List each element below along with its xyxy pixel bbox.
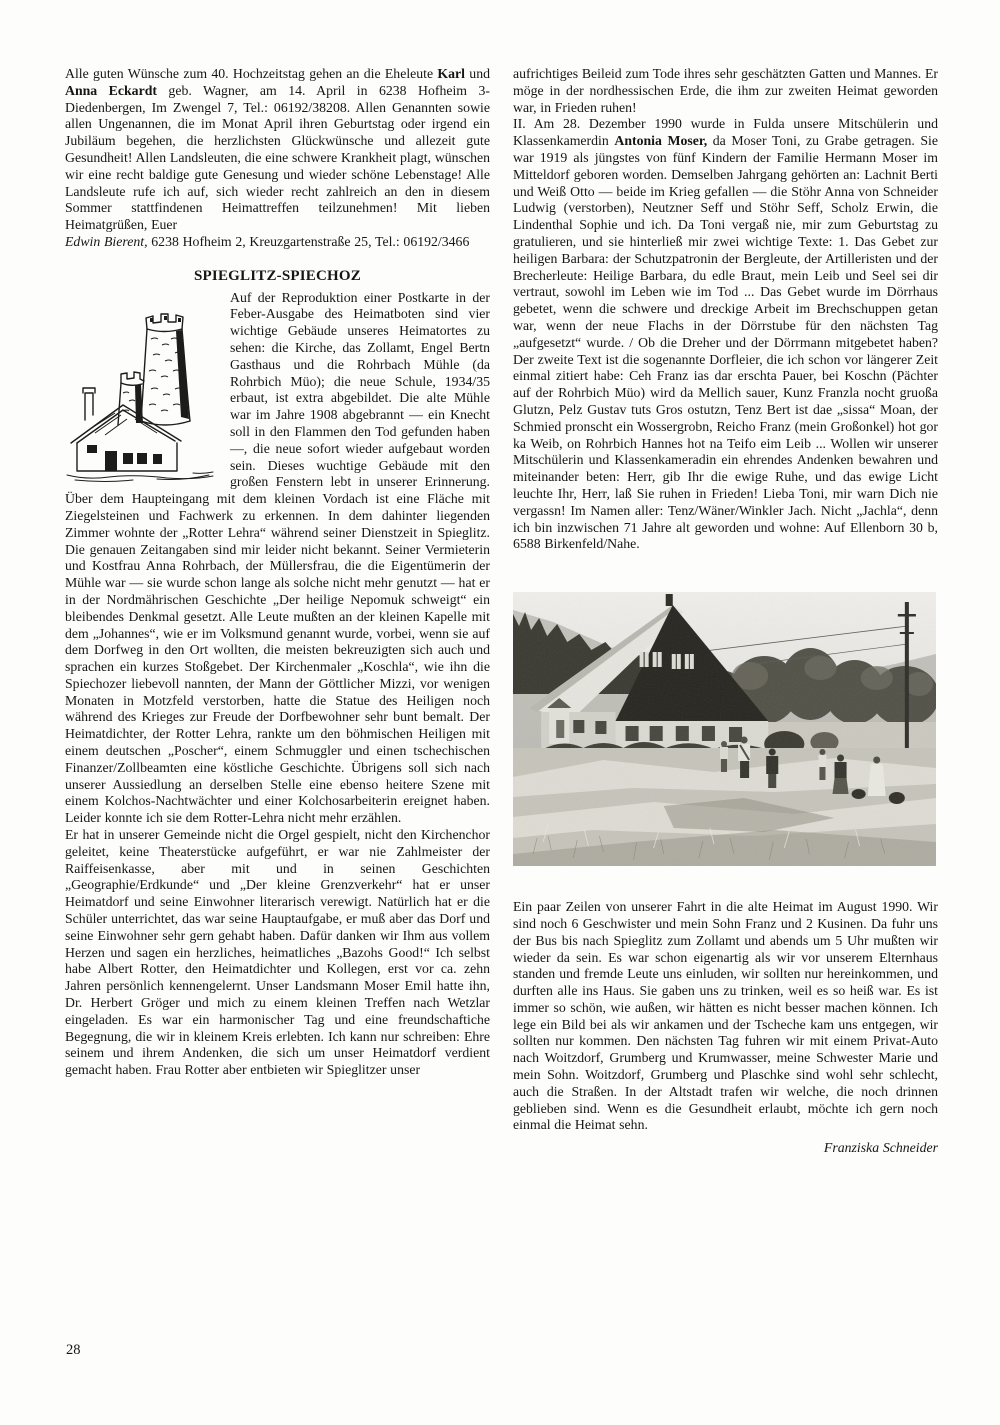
author-signature: Franziska Schneider — [823, 1140, 938, 1156]
article-text: Auf der Reproduktion einer Postkarte in der Feber-Ausgabe des Heimatboten sind vier wichtige Gebäude unseres Heimatortes zu sehen: die Kirche, das Zollamt, Engel Bertn Gasthaus und die Rohrbach Mühle (da Rohrbich Müo); die neue Schule, 1934/35 erbaut, ist extra abgebildet. Die alte Mühle war im Jahre 1908 abgebrannt — ein Knecht soll in den Flammen den Tod gefunden haben —, die neue sofort wieder aufgebaut worden sein. Dieses wuchtige Gebäude mit den großen Fenstern lebt in unserer Erinnerung. Über dem Haupteingang mit dem kleinen Vordach ist eine Fläche mit Ziegelsteinen und Fachwerk zu erkennen. In dem dahinter liegenden Zimmer wohnte der „Rotter Lehra“ während seiner Dienstzeit in Spieglitz. Die genauen Zeitangaben sind mir leider nicht bekannt. Seiner Vermieterin und Kostfrau Anna Rohrbach, der Müllersfrau, die die Eigentümerin der Mühle war — sie wurde schon lange als solche nicht mehr genutzt — hat er in der Nordmährischen Geschichte „Der heilige Nepomuk schweigt“ ein bleibendes Denkmal gesetzt. Alle Leute mußten an der kleinen Kapelle mit dem „Johannes“, wie er im Volksmund genannt wurde, vorbei, wenn sie auf dem Dorfweg in den Ort wollten, die meisten bekreuzigten sich auch und sprachen ein kurzes Stoßgebet. Der Kirchenmaler „Koschla“, wie ihn die Spiechozer liebevoll nannten, der Mann der Göttlicher Mizzi, vor wenigen Monaten in Motzfeld verstorben, hatte die Statue des Heiligen noch während des Krieges zur Freude der Dorfbewohner sehr bunt bemalt. Der Heimatdichter, der Rotter Lehra, rankte um den böhmischen Heiligen mit einem deutschen „Poscher“, einem Schmuggler und einen tschechischen Finanzer/Zollbeamten eine köstliche Geschichte. Übrigens soll sich nach unserer Aussiedlung an derselben Stelle eine ebenso heitere Szene mit einem Kolchos-Nachtwächter und einer Kolchosarbeiterin ereignet haben. Leider konnte ich sie dem Rotter-Lehra nicht mehr erzählen. — [65, 289, 490, 826]
castle-tower-illustration-icon — [65, 293, 217, 483]
two-column-layout — [65, 66, 938, 1157]
rotter-memorial-paragraph: Er hat in unserer Gemeinde nicht die Orgel gespielt, nicht den Kirchenchor geleitet, keine Theaterstücke aufgeführt, er war nie Zahlmeister der Raiffeisenkasse, aber mit und in seinen Geschichten „Geographie/Erdkunde“ und „Der kleine Grenzverkehr“ hat er unser Heimatdorf und seine Einwohner literarisch verewigt. Natürlich hat er die Schüler unterrichtet, das war seine Hauptaufgabe, er muß aber das Dorf und seine Einwohner sehr gern gehabt haben. Dafür danken wir Ihm aus vollem Herzen und sagen ein herzliches, heimatliches „Bazohs Good!“ Ich selbst habe Albert Rotter, den Heimatdichter und Kollegen, erst vor ca. zehn Jahren persönlich kennengelernt. Unser Landsmann Moser Emil hatte ihn, Dr. Herbert Gröger und mich zu einem kleinen Treffen nach Wetzlar eingeladen. Es war ein harmonischer Tag und eine freundschaftiche Begegnung, die wir in kleinem Kreis erlebten. Ich kann nur schreiben: Ehre seinem und ihrem Andenken, die sich um unser Heimatdorf verdient gemacht haben. Frau Rotter aber entbieten wir Spieglitzer unser — [65, 827, 490, 1078]
right-column — [513, 66, 938, 1157]
village-house-photo — [513, 592, 936, 866]
anniversary-greetings-paragraph: Alle guten Wünsche zum 40. Hochzeitstag gehen an die Eheleute Karl und Anna Eckardt geb. Wagner, am 14. April in 6238 Hofheim 3-Diedenbergen, Im Zwengel 7, Tel.: 06192/38208. Allen Genannten sowie allen Ungenannen, die im Monat April ihren Geburtstag oder irgend ein Jubiläum begehen, die herzlichsten Glückwünsche und allezeit gute Gesundheit! Allen Landsleuten, die eine schwere Krankheit plagt, wünschen wir eine recht baldige gute Genesung und wieder schöne Lebenstage! Alle Landsleute rufe ich auf, sich wieder recht zahlreich an den in diesem Sommer stattfindenen Heimattreffen teilzunehmen! Mit lieben Heimatgrüßen, Euer Edwin Bierent, 6238 Hofheim 2, Kreuzgartenstraße 25, Tel.: 06192/3466 — [65, 66, 490, 249]
obituary-antonia-moser-paragraph: II. Am 28. Dezember 1990 wurde in Fulda unsere Mitschülerin und Klassenkamerdin Antonia Moser, da Moser Toni, zu Grabe getragen. Sie war 1919 als jüngstes von fünf Kindern der Familie Hermann Moser im Mitteldorf geboren worden. Demselben Jahrgang gehörten an: Lachnit Berti und Weiß Otto — beide im Krieg gefallen — die Stöhr Anna von Schneider Ludwig (verstorben), Neutzner Seff und Stöhr Seff, Scholz Erwin, die Lindenthal Sophie und ich. Da Toni vergaß nie, mir zum Geburtstag zu gratulieren, und sie hinterließ mir zwei wichtige Texte: 1. Das Gebet zur heiligen Barbara: der Schutzpatronin der Bergleute, der Artilleristen und der Brecherleute: Heilige Barbara, du edle Braut, mein Leib und Seel sei dir vertraut, sowohl im Leben wie im Tod ... Das Gebet wurde im Dörrhaus gebetet, wenn die schwere und dreckige Arbeit im Brechschuppen getan war, wenn der neue Flachs in der Dörrstube für den nächsten Tag „aufgesetzt“ wurde. / Ob die Dreher und der Dörrmann mitgebetet haben? Der zweite Text ist die sogenannte Dorfleier, die ich schon vor längerer Zeit einmal zitiert habe: Ceh Franz ias dar erschta Pauer, bei Koschn (Pächter auf der Rohrbich Müo) wird da Mellich sauer, Kunz Franzla nocht gruoßa Glutzn, Pelz Gustav tuts Gros ostutzn, Tenz Bert ist dae „sissa“ Moan, der Schmied pronscht ein Wossergrobn, Reicho Franz (mein Großonkel) hot gor ka Weib, on Rohrbich Hannes hot na Teifo eim Leib ... Wollen wir unserer Mitschülerin und Klassenkameradin ein ehrendes Andenken bewahren und miteinander beten: Herr, gib Ihr die ewige Ruhe, und das ewige Licht leuchte Ihr, Herr, laß Sie ruhen in Frieden! Lieba Toni, mir warn Dich nie vergassn! Im Namen aller: Tenz/Wäner/Winkler Jach. Nicht „Jachla“, denn ich bin inzwischen 71 Jahre alt geworden und wohne: Auf Ellenborn 30 b, 6588 Birkenfeld/Nahe. — [513, 116, 939, 552]
page-number: 28 — [66, 1342, 81, 1358]
section-heading: SPIEGLITZ-SPIECHOZ — [194, 267, 361, 284]
left-column — [65, 66, 490, 1157]
spieglitz-article-paragraph — [65, 290, 490, 828]
condolence-paragraph: aufrichtiges Beileid zum Tode ihres sehr geschätzten Gatten und Mannes. Er möge in der nordhessischen Erde, die ihm zur zweiten Heimat geworden war, in Frieden ruhen! — [513, 66, 938, 115]
homeland-visit-paragraph: Ein paar Zeilen von unserer Fahrt in die alte Heimat im August 1990. Wir sind noch 6 Geschwister und mein Sohn Franz und 2 Kusinen. Da fuhr uns der Bus bis nach Spieglitz zum Zollamt und abends um 5 Uhr mußten wir wieder da sein. Es war schon eigenartig als wir vor unserem Elternhaus standen und fremde Leute uns einluden, wir sollten nur hereinkommen, und durften alle ins Haus. Sie gaben uns zu trinken, weil es so heiß war. Es ist immer so schön, wie außen, wir hätten es nicht besser machen können. Ich lege ein Bild bei als wir ankamen und der Tscheche kam uns entgegen, wir sollten nur kommen. Den nächsten Tag fuhren wir mit einem Privat-Auto nach Woitzdorf, Grumberg und Krumwasser, meine Schwester Marie und mein Sohn. Woitzdorf, Grumberg und Plaschke sind wohl sehr schlecht, auch die Straßen. In der Altstadt trafen wir welche, die noch drinnen geblieben sind. Wenn es die Gesundheit erlaubt, möchte ich gern noch einmal die Heimat sehn. — [513, 899, 938, 1133]
